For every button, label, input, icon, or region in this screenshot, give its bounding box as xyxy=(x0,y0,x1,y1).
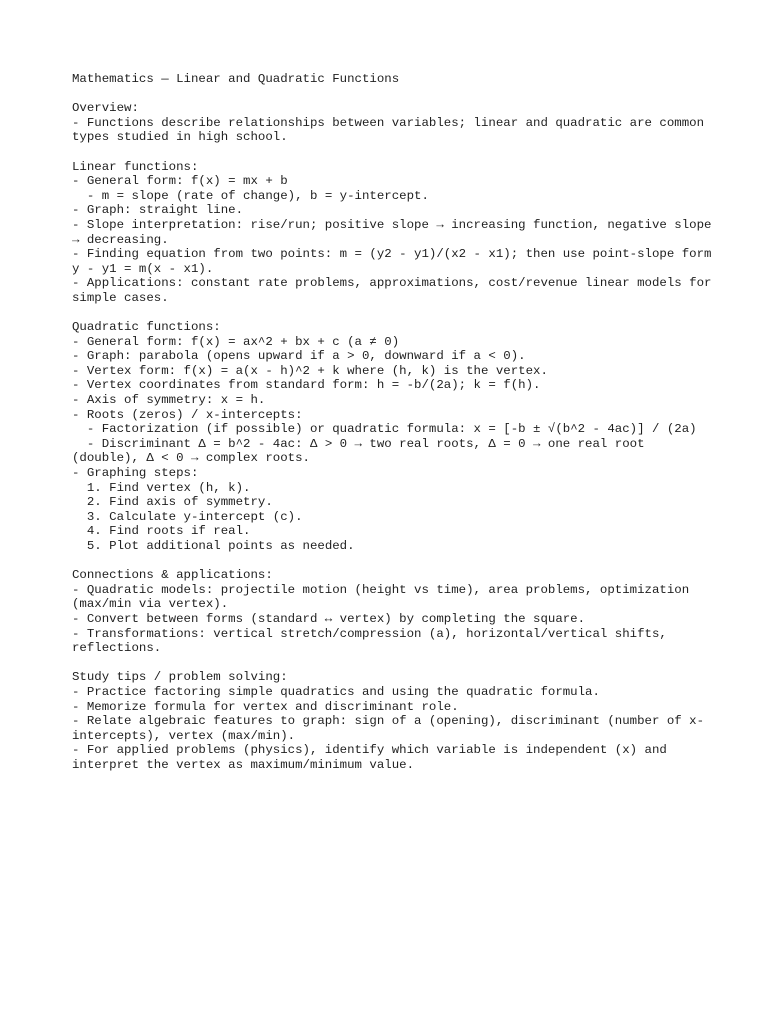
study-tip-line: - Memorize formula for vertex and discriminant role. xyxy=(72,699,459,714)
study-tip-line: - For applied problems (physics), identify which variable is independent (x) and interpret the vertex as maximum/minimum value. xyxy=(72,743,675,772)
connections-section xyxy=(72,568,712,656)
quadratic-line: - General form: f(x) = ax^2 + bx + c (a ≠ 0) xyxy=(72,334,400,349)
linear-line: - General form: f(x) = mx + b xyxy=(72,174,288,189)
quadratic-section xyxy=(72,320,712,554)
quadratic-line: - Vertex form: f(x) = a(x - h)^2 + k where (h, k) is the vertex. xyxy=(72,363,548,378)
overview-section xyxy=(72,101,712,145)
connections-line: - Convert between forms (standard ↔ vertex) by completing the square. xyxy=(72,611,586,626)
document-page xyxy=(72,72,719,773)
graphing-step: 1. Find vertex (h, k). xyxy=(72,480,251,495)
linear-line: - Slope interpretation: rise/run; positive slope → increasing function, negative slope → decreasing. xyxy=(72,217,719,247)
graphing-step: 4. Find roots if real. xyxy=(72,524,251,539)
spacer xyxy=(72,145,712,160)
graphing-step: 3. Calculate y-intercept (c). xyxy=(72,509,303,524)
section-heading-linear: Linear functions: xyxy=(72,159,199,174)
spacer xyxy=(72,656,712,671)
spacer xyxy=(72,306,712,321)
study-tips-section xyxy=(72,670,712,772)
linear-line: - Graph: straight line. xyxy=(72,203,244,218)
quadratic-line: - Roots (zeros) / x-intercepts: xyxy=(72,407,303,422)
linear-section xyxy=(72,159,719,306)
overview-line: - Functions describe relationships between variables; linear and quadratic are common types studied in high school. xyxy=(72,115,712,145)
study-tip-line: - Practice factoring simple quadratics and using the quadratic formula. xyxy=(72,684,600,699)
quadratic-line: - Discriminant Δ = b^2 - 4ac: Δ > 0 → two real roots, Δ = 0 → one real root (double), Δ < 0 → complex roots. xyxy=(72,436,652,466)
section-heading-quadratic: Quadratic functions: xyxy=(72,320,221,335)
linear-line: - Finding equation from two points: m = (y2 - y1)/(x2 - x1); then use point-slope form y - y1 = m(x - x1). xyxy=(72,247,719,276)
section-heading-connections: Connections & applications: xyxy=(72,568,273,583)
section-heading-overview: Overview: xyxy=(72,101,139,116)
quadratic-line: - Vertex coordinates from standard form: h = -b/(2a); k = f(h). xyxy=(72,378,541,393)
quadratic-line: - Graphing steps: xyxy=(72,466,199,481)
connections-line: - Transformations: vertical stretch/compression (a), horizontal/vertical shifts, reflections. xyxy=(72,626,675,656)
spacer xyxy=(72,87,712,102)
study-tip-line: - Relate algebraic features to graph: sign of a (opening), discriminant (number of x-intercepts), vertex (max/min). xyxy=(72,714,705,743)
quadratic-line: - Factorization (if possible) or quadratic formula: x = [-b ± √(b^2 - 4ac)] / (2a) xyxy=(72,422,697,437)
quadratic-line: - Graph: parabola (opens upward if a > 0, downward if a < 0). xyxy=(72,349,526,364)
document-title: Mathematics — Linear and Quadratic Functions xyxy=(72,72,400,86)
connections-line: - Quadratic models: projectile motion (height vs time), area problems, optimization (max/min via vertex). xyxy=(72,582,697,612)
graphing-step: 5. Plot additional points as needed. xyxy=(72,539,355,553)
quadratic-line: - Axis of symmetry: x = h. xyxy=(72,393,266,408)
linear-line: - Applications: constant rate problems, approximations, cost/revenue linear models for simple cases. xyxy=(72,276,719,305)
graphing-step: 2. Find axis of symmetry. xyxy=(72,495,273,510)
section-heading-study-tips: Study tips / problem solving: xyxy=(72,670,288,685)
linear-line: - m = slope (rate of change), b = y-intercept. xyxy=(72,188,429,203)
spacer xyxy=(72,554,712,569)
